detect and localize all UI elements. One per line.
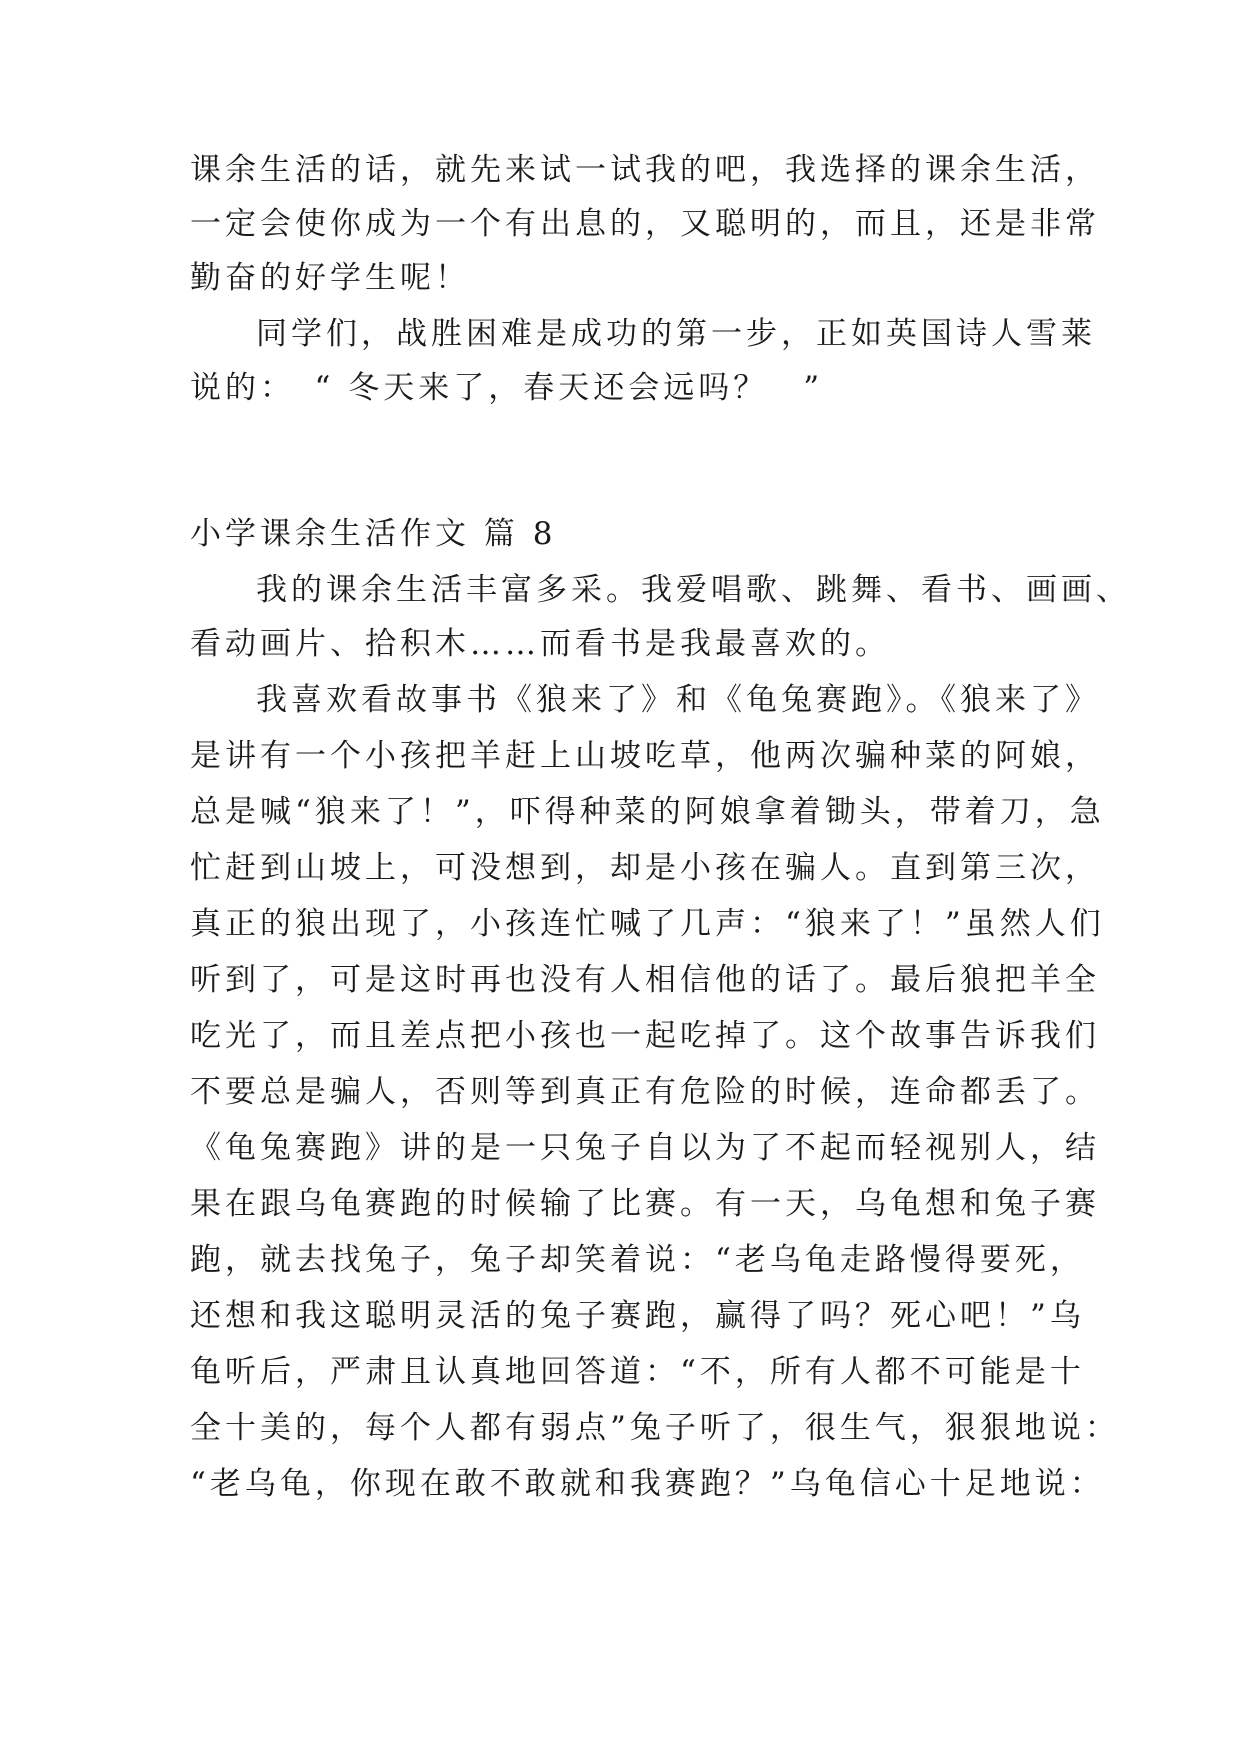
paragraph-line: 果在跟乌龟赛跑的时候输了比赛。有一天，乌龟想和兔子赛 xyxy=(190,1186,1100,1222)
paragraph-line: 还想和我这聪明灵活的兔子赛跑，赢得了吗？死心吧！”乌 xyxy=(190,1298,1085,1334)
paragraph-line: 《龟兔赛跑》讲的是一只兔子自以为了不起而轻视别人，结 xyxy=(190,1130,1100,1166)
paragraph-line: 课余生活的话，就先来试一试我的吧，我选择的课余生活， xyxy=(190,152,1100,188)
paragraph-line: 是讲有一个小孩把羊赶上山坡吃草，他两次骗种菜的阿娘， xyxy=(190,738,1100,774)
paragraph-line: 龟听后，严肃且认真地回答道：“不，所有人都不可能是十 xyxy=(190,1354,1085,1390)
paragraph-line: 吃光了，而且差点把小孩也一起吃掉了。这个故事告诉我们 xyxy=(190,1018,1100,1054)
paragraph-line: 我喜欢看故事书《狼来了》和《龟兔赛跑》。《狼来了》 xyxy=(256,682,1100,718)
paragraph-line: “老乌龟，你现在敢不敢就和我赛跑？”乌龟信心十足地说： xyxy=(190,1466,1105,1502)
paragraph-line: 总是喊“狼来了！”，吓得种菜的阿娘拿着锄头，带着刀，急 xyxy=(190,794,1105,830)
paragraph-line: 看动画片、拾积木……而看书是我最喜欢的。 xyxy=(190,626,890,662)
paragraph-line: 忙赶到山坡上，可没想到，却是小孩在骗人。直到第三次， xyxy=(190,850,1100,886)
paragraph-line: 不要总是骗人，否则等到真正有危险的时候，连命都丢了。 xyxy=(190,1074,1100,1110)
paragraph-line: 一定会使你成为一个有出息的，又聪明的，而且，还是非常 xyxy=(190,206,1100,242)
paragraph-line: 跑，就去找兔子，兔子却笑着说：“老乌龟走路慢得要死， xyxy=(190,1242,1085,1278)
paragraph-line: 我的课余生活丰富多采。我爱唱歌、跳舞、看书、画画、 xyxy=(256,572,1131,608)
paragraph-line: 真正的狼出现了，小孩连忙喊了几声：“狼来了！”虽然人们 xyxy=(190,906,1105,942)
section-heading: 小学课余生活作文 篇 8 xyxy=(190,516,557,552)
paragraph-line: 说的： “ 冬天来了，春天还会远吗？ ” xyxy=(190,370,824,406)
paragraph-line: 勤奋的好学生呢！ xyxy=(190,260,470,296)
paragraph-line: 听到了，可是这时再也没有人相信他的话了。最后狼把羊全 xyxy=(190,962,1100,998)
paragraph-line: 全十美的，每个人都有弱点”兔子听了，很生气，狠狠地说： xyxy=(190,1410,1120,1446)
paragraph-line: 同学们，战胜困难是成功的第一步，正如英国诗人雪莱 xyxy=(256,316,1096,352)
